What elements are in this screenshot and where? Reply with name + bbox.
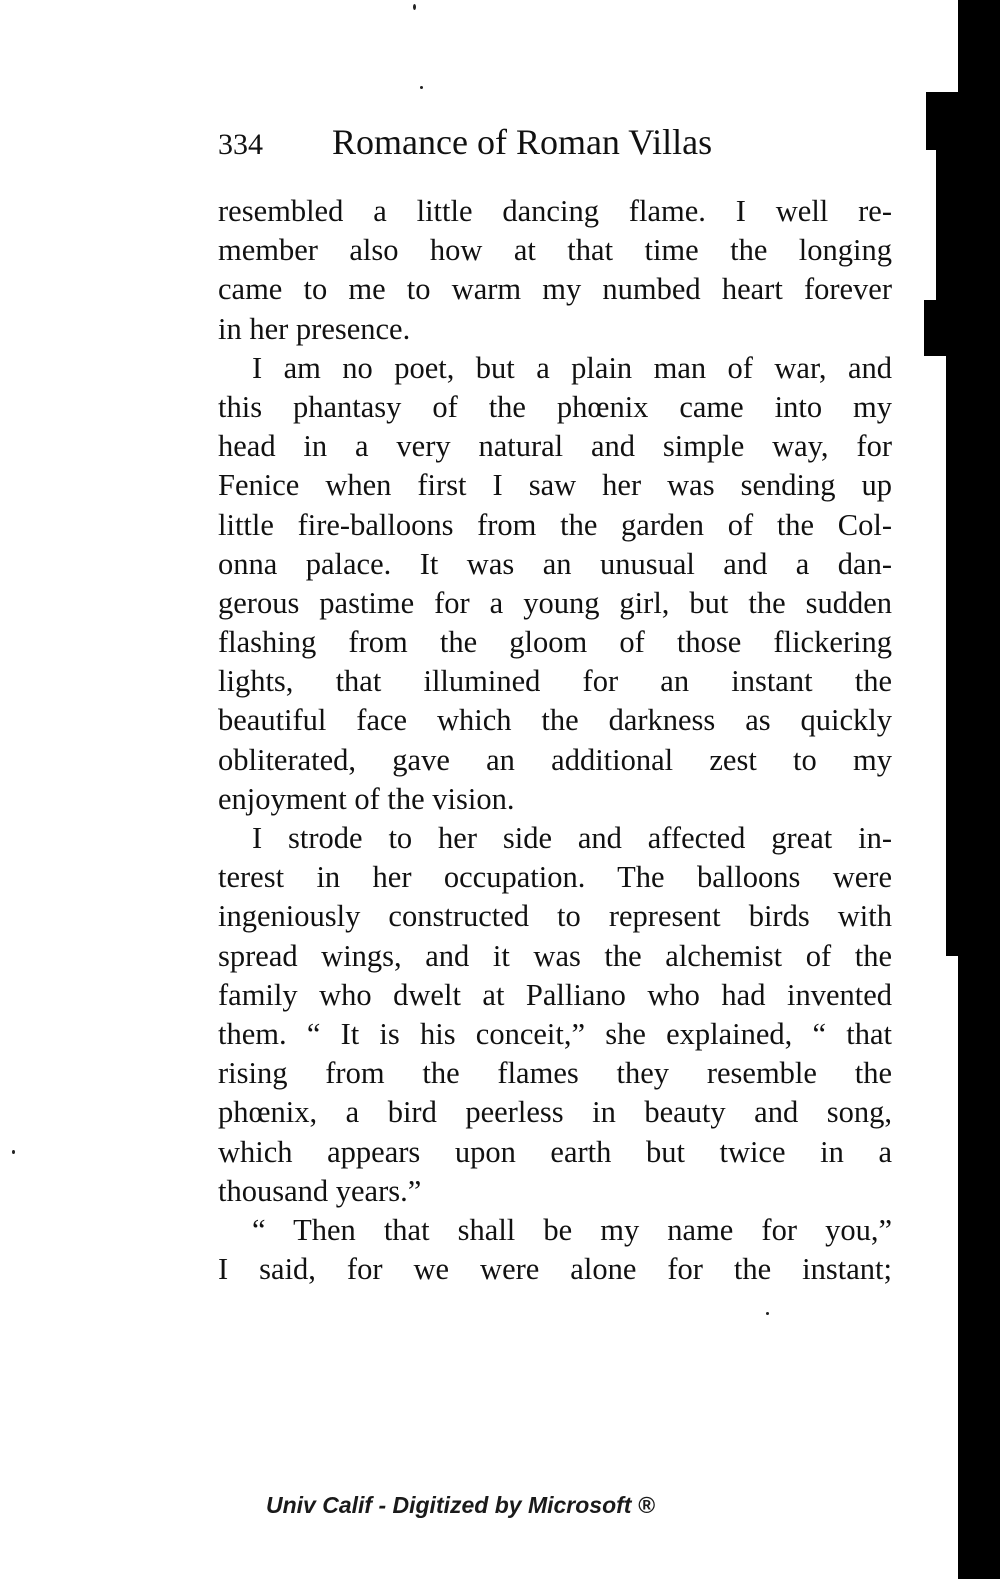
text-line: came to me to warm my numbed heart forever: [218, 272, 892, 307]
text-line: them. “ It is his conceit,” she explained, “ that: [218, 1016, 892, 1051]
text-line: member also how at that time the longing: [218, 233, 892, 268]
text-line: terest in her occupation. The balloons were: [218, 860, 892, 895]
text-line: enjoyment of the vision.: [218, 781, 515, 816]
text-line: phœnix, a bird peerless in beauty and song,: [218, 1095, 892, 1130]
scan-speck: [413, 4, 416, 10]
scan-edge-shadow: [958, 0, 1000, 1579]
text-line: I said, for we were alone for the instant;: [218, 1252, 892, 1287]
text-line: “ Then that shall be my name for you,”: [252, 1212, 892, 1247]
text-line: in her presence.: [218, 311, 411, 346]
digitization-credit: Univ Calif - Digitized by Microsoft ®: [266, 1492, 655, 1518]
text-line: family who dwelt at Palliano who had invented: [218, 977, 892, 1012]
text-line: spread wings, and it was the alchemist of the: [218, 938, 892, 973]
scan-speck: [420, 86, 423, 89]
text-line: this phantasy of the phœnix came into my: [218, 389, 892, 424]
page-number: 334: [218, 128, 263, 161]
text-line: onna palace. It was an unusual and a dan-: [218, 546, 892, 581]
scan-edge-notch: [926, 92, 960, 150]
scan-speck: [12, 1150, 15, 1154]
text-line: Fenice when first I saw her was sending up: [218, 468, 892, 503]
text-line: resembled a little dancing flame. I well re-: [218, 194, 892, 228]
text-line: I strode to her side and affected great in-: [252, 821, 892, 855]
text-line: head in a very natural and simple way, for: [218, 429, 892, 464]
scan-edge-notch: [936, 150, 960, 300]
text-line: obliterated, gave an additional zest to my: [218, 742, 892, 777]
text-line: lights, that illumined for an instant the: [218, 664, 892, 699]
scan-speck: [766, 1312, 769, 1315]
text-line: ingeniously constructed to represent birds with: [218, 899, 892, 934]
running-title: Romance of Roman Villas: [332, 122, 713, 162]
text-line: gerous pastime for a young girl, but the sudden: [218, 585, 892, 620]
text-line: rising from the flames they resemble the: [218, 1056, 892, 1091]
scan-edge-notch: [946, 356, 960, 956]
text-line: flashing from the gloom of those flickering: [218, 625, 892, 660]
scan-edge-notch: [924, 300, 960, 356]
body-text: [218, 192, 892, 1289]
text-line: thousand years.”: [218, 1173, 422, 1208]
running-head: [218, 118, 898, 166]
text-line: I am no poet, but a plain man of war, and: [252, 350, 892, 385]
text-line: which appears upon earth but twice in a: [218, 1134, 892, 1169]
text-line: beautiful face which the darkness as quickly: [218, 703, 892, 738]
text-line: little fire-balloons from the garden of the Col-: [218, 507, 892, 542]
